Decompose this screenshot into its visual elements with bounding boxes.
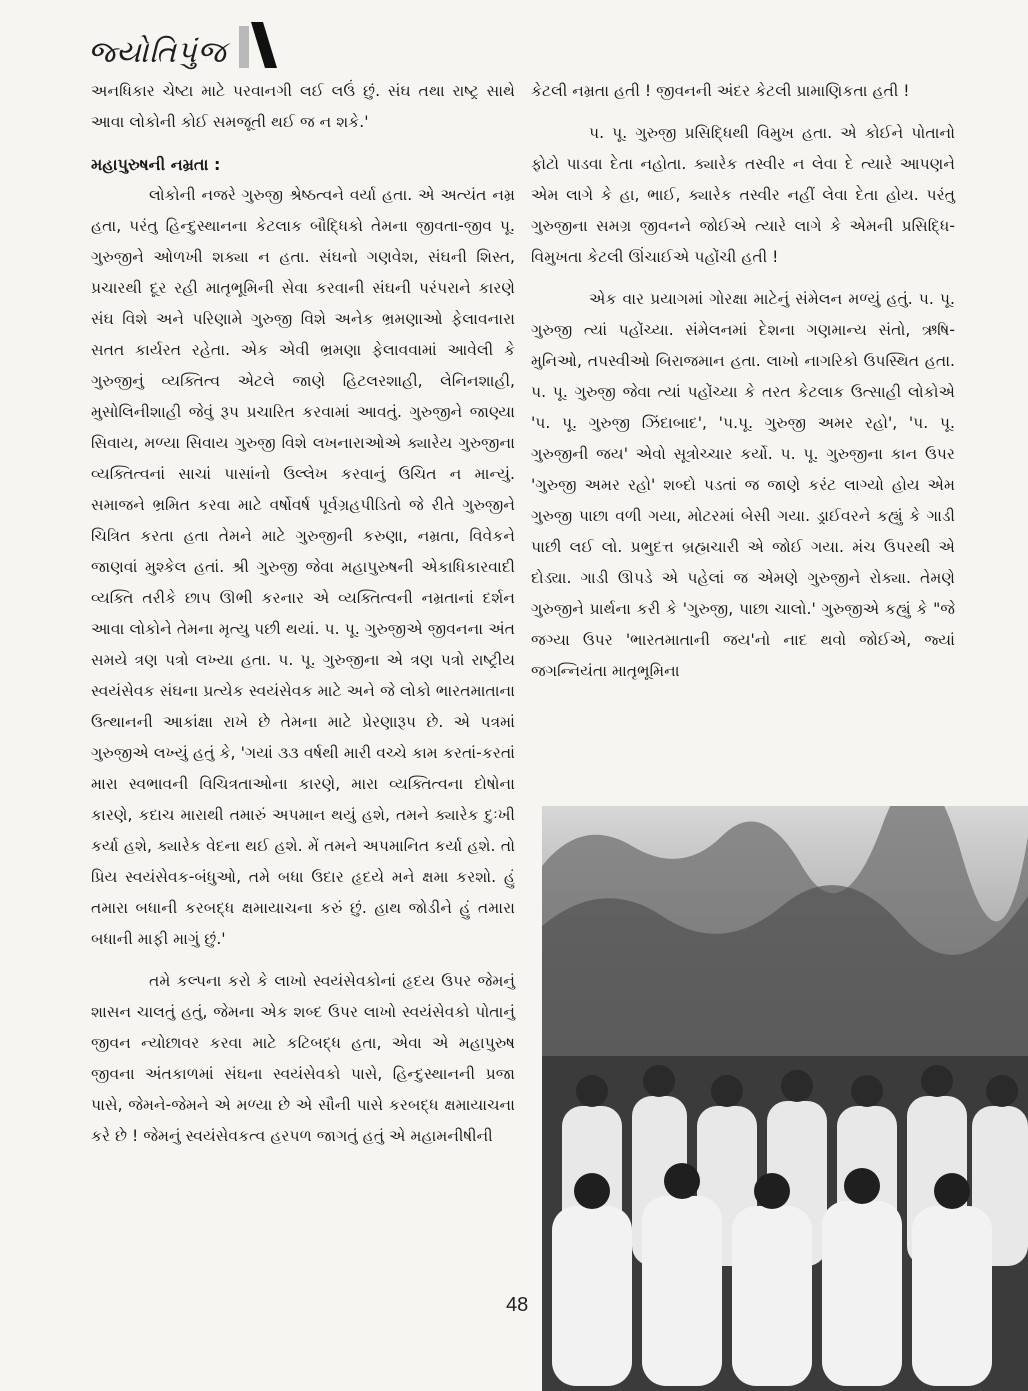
left-column	[91, 76, 515, 1163]
page-number: 48	[506, 1294, 529, 1316]
right-column	[531, 76, 955, 698]
paragraph: કેટલી નમ્રતા હતી ! જીવનની અંદર કેટલી પ્રામાણિકતા હતી !	[531, 82, 910, 100]
paragraph: એક વાર પ્રયાગમાં ગોરક્ષા માટેનું સંમેલન મળ્યું હતું. પ. પૂ. ગુરુજી ત્યાં પહોંચ્યા. સંમેલનમાં દેશના ગણમાન્ય સંતો, ઋષિ-મુનિઓ, તપસ્વીઓ બિરાજમાન હતા. લાખો નાગરિકો ઉપસ્થિત હતા. પ. પૂ. ગુરુજી જેવા ત્યાં પહોંચ્યા કે તરત કેટલાક ઉત્સાહી લોકોએ 'પ. પૂ. ગુરુજી ઝિંદાબાદ', 'પ.પૂ. ગુરુજી અમર રહો', 'પ. પૂ. ગુરુજીની જય' એવો સૂત્રોચ્ચાર કર્યો. પ. પૂ. ગુરુજીના કાન ઉપર 'ગુરુજી અમર રહો' શબ્દો પડતાં જ જાણે કરંટ લાગ્યો હોય એમ ગુરુજી પાછા વળી ગયા, મોટરમાં બેસી ગયા. ડ્રાઈવરને કહ્યું કે ગાડી પાછી લઈ લો. પ્રભુદત્ત બ્રહ્મચારી એ જોઈ ગયા. મંચ ઉપરથી એ દોડ્યા. ગાડી ઊપડે એ પહેલાં જ એમણે ગુરુજીને રોક્યા. તેમણે ગુરુજીને પ્રાર્થના કરી કે 'ગુરુજી, પાછા ચાલો.' ગુરુજીએ કહ્યું કે "જે જગ્યા ઉપર 'ભારતમાતાની જય'નો નાદ થવો જોઈએ, જ્યાં જગન્નિયંતા માતૃભૂમિના	[531, 290, 955, 680]
section-heading: મહાપુરુષની નમ્રતા :	[91, 155, 221, 174]
paragraph: પ. પૂ. ગુરુજી પ્રસિદ્ધિથી વિમુખ હતા. એ કોઈને પોતાનો ફોટો પાડવા દેતા નહોતા. ક્યારેક તસ્વીર ન લેવા દે ત્યારે આપણને એમ લાગે કે હા, ભાઈ, ક્યારેક તસ્વીર નહીં લેવા દેતા હોય. પરંતુ ગુરુજીના સમગ્ર જીવનને જોઈએ ત્યારે લાગે કે એમની પ્રસિદ્ધિ-વિમુખતા કેટલી ઊંચાઈએ પહોંચી હતી !	[531, 124, 955, 266]
section-title: જ્યોતિપુંજ	[88, 35, 227, 70]
page-header	[88, 16, 281, 68]
paragraph: લોકોની નજરે ગુરુજી શ્રેષ્ઠત્વને વર્યા હતા. એ અત્યંત નમ્ર હતા, પરંતુ હિન્દુસ્થાનના કેટલાક બૌદ્ધિકો તેમના જીવતા-જીવ પૂ. ગુરુજીને ઓળખી શક્યા ન હતા. સંઘનો ગણવેશ, સંઘની શિસ્ત, પ્રચારથી દૂર રહી માતૃભૂમિની સેવા કરવાની સંઘની પરંપરાને કારણે સંઘ વિશે અને પરિણામે ગુરુજી વિશે અનેક ભ્રમણાઓ ફેલાવનારા સતત કાર્યરત રહેતા. એક એવી ભ્રમણા ફેલાવવામાં આવેલી કે ગુરુજીનું વ્યક્તિત્વ એટલે જાણે હિટલરશાહી, લેનિનશાહી, મુસોલિનીશાહી જેવું રૂપ પ્રચારિત કરવામાં આવતું. ગુરુજીને જાણ્યા સિવાય, મળ્યા સિવાય ગુરુજી વિશે લખનારાઓએ ક્યારેય ગુરુજીના વ્યક્તિત્વનાં સાચાં પાસાંનો ઉલ્લેખ કરવાનું ઉચિત ન માન્યું. સમાજને ભ્રમિત કરવા માટે વર્ષોવર્ષ પૂર્વગ્રહપીડિતો જે રીતે ગુરુજીને ચિત્રિત કરતા હતા તેમને માટે ગુરુજીની કરુણા, નમ્રતા, વિવેકને જાણવાં મુશ્કેલ હતાં. શ્રી ગુરુજી જેવા મહાપુરુષની એકાધિકારવાદી વ્યક્તિ તરીકે છાપ ઊભી કરનાર એ વ્યક્તિત્વની નમ્રતાનાં દર્શન આવા લોકોને તેમના મૃત્યુ પછી થયાં. પ. પૂ. ગુરુજીએ જીવનના અંત સમયે ત્રણ પત્રો લખ્યા હતા. પ. પૂ. ગુરુજીના એ ત્રણ પત્રો રાષ્ટ્રીય સ્વયંસેવક સંઘના પ્રત્યેક સ્વયંસેવક માટે અને જે લોકો ભારતમાતાના ઉત્થાનની આકાંક્ષા રાખે છે તેમના માટે પ્રેરણારૂપ છે. એ પત્રમાં ગુરુજીએ લખ્યું હતું કે, 'ગયાં ૩૩ વર્ષથી મારી વચ્ચે કામ કરતાં-કરતાં મારા સ્વભાવની વિચિત્રતાઓના કારણે, મારા વ્યક્તિત્વના દોષોના કારણે, કદાચ મારાથી તમારું અપમાન થયું હશે, તમને ક્યારેક દુઃખી કર્યા હશે, ક્યારેક વેદના થઈ હશે. મેં તમને અપમાનિત કર્યા હશે. તો પ્રિય સ્વયંસેવક-બંધુઓ, તમે બધા ઉદાર હૃદયે મને ક્ષમા કરશો. હું તમારા બધાની કરબદ્ધ ક્ષમાયાચના કરું છું. હાથ જોડીને હું તમારા બધાની માફી માગું છું.'	[91, 186, 515, 948]
group-photo-image	[542, 806, 1028, 1391]
paragraph: તમે કલ્પના કરો કે લાખો સ્વયંસેવકોનાં હૃદય ઉપર જેમનું શાસન ચાલતું હતું, જેમના એક શબ્દ ઉપર લાખો સ્વયંસેવકો પોતાનું જીવન ન્યોછાવર કરવા માટે કટિબદ્ધ હતા, એવા એ મહાપુરુષ જીવના અંતકાળમાં સંઘના સ્વયંસેવકો પાસે, હિન્દુસ્થાનની પ્રજા પાસે, જેમને-જેમને એ મળ્યા છે એ સૌની પાસે કરબદ્ધ ક્ષમાયાચના કરે છે ! જેમનું સ્વયંસેવકત્વ હરપળ જાગતું હતું એ મહામનીષીની	[91, 972, 515, 1145]
header-bars-icon	[237, 16, 281, 68]
paragraph: અનધિકાર ચેષ્ટા માટે પરવાનગી લઈ લઉં છું. સંઘ તથા રાષ્ટ્ર સાથે આવા લોકોની કોઈ સમજૂતી થઈ જ ન શકે.'	[91, 82, 515, 131]
